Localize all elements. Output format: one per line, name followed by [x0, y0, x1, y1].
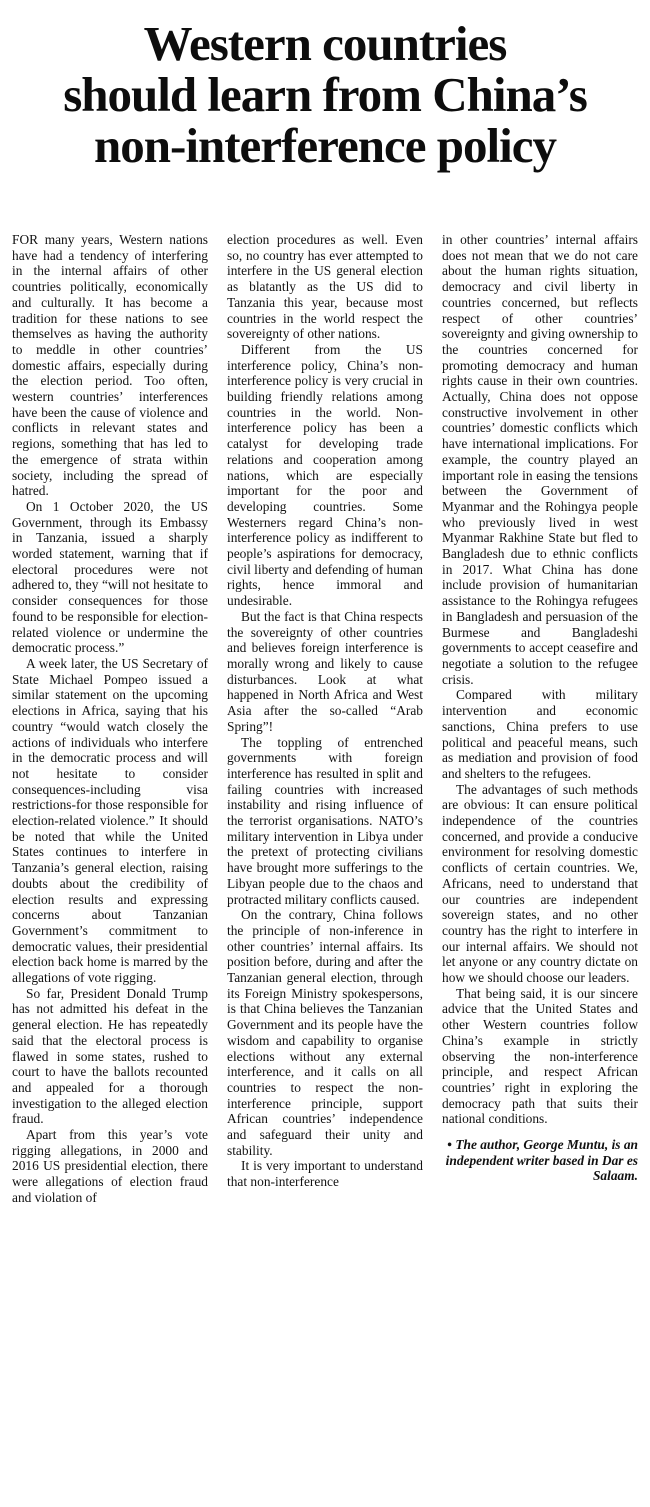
article-paragraph: The advantages of such methods are obvious: It can ensure political independence of the countries concerned, and provide a conducive environment for resolving domestic conflicts of certain countries. We, Africans, need to understand that our countries are independent sovereign states, and no other country has the right to interfere in our internal affairs. We should not let anyone or any country dictate on how we should choose our leaders. [442, 781, 638, 986]
author-byline [442, 1137, 638, 1184]
article-paragraph: On 1 October 2020, the US Government, through its Embassy in Tanzania, issued a sharply worded statement, warning that if electoral procedures were not adhered to, they “will not hesitate to consider consequences for those found to be responsible for election-related violence or undermine the democratic process.” [12, 498, 208, 656]
article-column-2 [227, 232, 423, 1501]
article-paragraph: Compared with military intervention and economic sanctions, China prefers to use political and peaceful means, such as mediation and provision of food and shelters to the refugees. [442, 687, 638, 781]
bullet-icon: • [447, 1137, 452, 1153]
article-paragraph: The toppling of entrenched governments with foreign interference has resulted in split and failing countries with increased instability and rising influence of the terrorist organisations. NATO’s military intervention in Libya under the pretext of protecting civilians have brought more sufferings to the Libyan people due to the chaos and protracted military conflicts caused. [227, 734, 423, 907]
author-byline-text: The author, George Muntu, is an independent writer based in Dar es Salaam. [445, 1137, 638, 1184]
headline-line-3: non-interference policy [94, 118, 556, 173]
headline [10, 18, 640, 171]
article-body [12, 232, 638, 1501]
headline-line-2: should learn from China’s [63, 67, 587, 122]
article-paragraph: So far, President Donald Trump has not admitted his defeat in the general election. He has repeatedly said that the electoral process is flawed in some states, rushed to court to have the ballots recounted and appealed for a thorough investigation to the alleged election fraud. [12, 985, 208, 1127]
article-paragraph: On the contrary, China follows the principle of non-inference in other countries’ internal affairs. Its position before, during and after the Tanzanian general election, through its Foreign Ministry spokespersons, is that China believes the Tanzanian Government and its people have the wisdom and capability to organise elections without any external interference, and it calls on all countries to respect the non-interference principle, support African countries’ independence and safeguard their unity and stability. [227, 907, 423, 1158]
article-paragraph: Different from the US interference policy, China’s non-interference policy is very crucial in building friendly relations among countries in the world. Non-interference policy has been a catalyst for developing trade relations and cooperation among nations, which are especially important for the poor and developing countries. Some Westerners regard China’s non-interference policy as indifferent to people’s aspirations for democracy, civil liberty and defending of human rights, hence immoral and undesirable. [227, 341, 423, 609]
headline-line-1: Western countries [143, 16, 507, 71]
article-column-3 [442, 232, 638, 1501]
article-paragraph: But the fact is that China respects the sovereignty of other countries and believes foreign interference is morally wrong and likely to cause disturbances. Look at what happened in North Africa and West Asia after the so-called “Arab Spring”! [227, 608, 423, 734]
article-paragraph: It is very important to understand that non-interference [227, 1158, 423, 1190]
article-paragraph: That being said, it is our sincere advice that the United States and other Western countries follow China’s example in strictly observing the non-interference principle, and respect African countries’ right in exploring the democracy path that suits their national conditions. [442, 985, 638, 1127]
article-paragraph: FOR many years, Western nations have had a tendency of interfering in the internal affairs of other countries politically, economically and culturally. It has become a tradition for these nations to see themselves as having the authority to meddle in other countries’ domestic affairs, especially during the election period. Too often, western countries’ interferences have been the cause of violence and conflicts in relevant states and regions, something that has led to the emergence of strata within society, including the spread of hatred. [12, 232, 208, 499]
article-paragraph: election procedures as well. Even so, no country has ever attempted to interfere in the US general election as blatantly as the US did to Tanzania this year, because most countries in the world respect the sovereignty of other nations. [227, 232, 423, 342]
article-paragraph: A week later, the US Secretary of State Michael Pompeo issued a similar statement on the upcoming elections in Africa, saying that his country “would watch closely the actions of individuals who interfere in the democratic process and will not hesitate to consider consequences-including visa restrictions-for those responsible for election-related violence.” It should be noted that while the United States continues to interfere in Tanzania’s general election, raising doubts about the credibility of election results and expressing concerns about Tanzanian Government’s commitment to democratic values, their presidential election back home is marred by the allegations of vote rigging. [12, 655, 208, 986]
article-paragraph: Apart from this year’s vote rigging allegations, in 2000 and 2016 US presidential election, there were allegations of election fraud and violation of [12, 1127, 208, 1205]
article-column-1 [12, 232, 208, 1501]
article-paragraph: in other countries’ internal affairs does not mean that we do not care about the human rights situation, democracy and civil liberty in countries concerned, but reflects respect of other countries’ sovereignty and giving ownership to the countries concerned for promoting democracy and human rights cause in their own countries. Actually, China does not oppose constructive involvement in other countries’ domestic conflicts which have international implications. For example, the country played an important role in easing the tensions between the Government of Myanmar and the Rohingya people who previously lived in west Myanmar Rakhine State but fled to Bangladesh due to ethnic conflicts in 2017. What China has done include provision of humanitarian assistance to the Rohingya refugees in Bangladesh and persuasion of the Burmese and Bangladeshi governments to accept ceasefire and negotiate a solution to the refugee crisis. [442, 232, 638, 687]
